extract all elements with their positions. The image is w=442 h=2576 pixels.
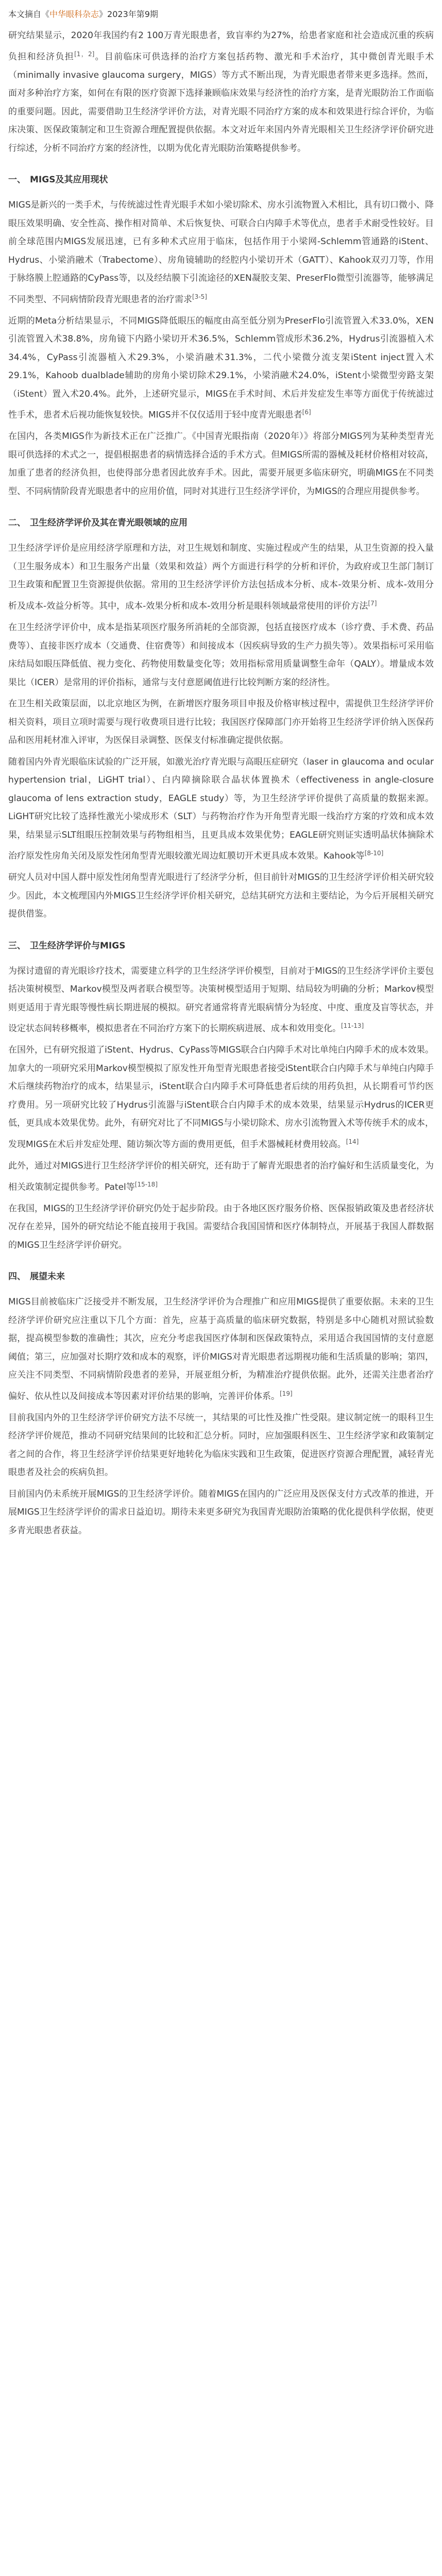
paragraph-text: 目前我国内外的卫生经济学评价研究方法不尽统一，其结果的可比性及推广性受限。建议制定统一的眼科卫生经济学评价规范，推动不同研究结果间的比较和汇总分析。同时，应加强眼科医生、卫生经济学家和政策制定者之间的合作，将卫生经济学评价结果更好地转化为临床实践和卫生政策，促进医疗资源合理配置，减轻青光眼患者及社会的疾病负担。 — [8, 1412, 434, 1478]
source-journal[interactable]: 中华眼科杂志 — [49, 9, 99, 19]
paragraph-text: MIGS目前被临床广泛接受并不断发展，卫生经济学评价为合理推广和应用MIGS提供了重要依据。未来的卫生经济学评价研究应注重以下几个方面：首先，应基于高质量的临床研究数据，特别是多中心随机对照试验数据，提高模型参数的准确性；其次，应充分考虑我国医疗体制和医保政策特点，采用适合我国国情的支付意愿阈值；第三，应加强对长期疗效和成本的观察，评价MIGS对青光眼患者远期视功能和生活质量的影响；第四，应关注不同类型、不同病情阶段患者的差异，开展亚组分析，为精准治疗提供依据。此外，还需关注患者治疗偏好、依从性以及间接成本等因素对评价结果的影响，完善评价体系。 — [8, 1297, 434, 1402]
intro-text-1: 研究结果显示，2020年我国约有2 100万青光眼患者，致盲率约为27%，给患者家庭和社会造成沉重的疾病负担和经济负担 — [8, 30, 434, 62]
section-heading-2 — [8, 515, 434, 528]
section-2-paragraph-1 — [8, 539, 434, 616]
section-4-paragraph-3 — [8, 1485, 434, 1540]
paragraph-text: 在卫生相关政策层面，以北京地区为例，在新增医疗服务项目申报及价格审核过程中，需提供卫生经济学评价相关资料，项目立项时需要与现行收费项目进行比较；我国医疗保障部门亦开始将卫生经济学评价纳入医保药品和医用耗材准入评审，为医保目录调整、医保支付标准确定提供依据。 — [8, 699, 434, 746]
section-3-paragraph-4 — [8, 1200, 434, 1255]
intro-text-2: 。目前临床可供选择的治疗方案包括药物、激光和手术治疗，其中微创青光眼手术（minimally invasive glaucoma surgery，MIGS）等方式不断出现，为青光眼患者带来更多选择。然而，面对多种治疗方案，如何在有限的医疗资源下选择兼顾临床效果与经济性的治疗方案，是青光眼防治工作面临的重要问题。因此，需要借助卫生经济学评价方法，对青光眼不同治疗方案的成本和效果进行综合评价，为临床决策、医保政策制定和卫生资源合理配置提供依据。本文对近年来国内外青光眼相关卫生经济学评价研究进行综述，分析不同治疗方案的经济性，以期为优化青光眼防治策略提供参考。 — [8, 52, 434, 154]
ref-marker: [15-18] — [134, 1180, 158, 1188]
source-suffix: 》2023年第9期 — [99, 9, 158, 19]
section-heading-4 — [8, 1269, 434, 1282]
section-1-paragraph-2 — [8, 312, 434, 425]
intro-paragraph-1 — [8, 27, 434, 158]
section-number: 二、 — [8, 518, 26, 529]
section-2-paragraph-3 — [8, 695, 434, 750]
paragraph-text: MIGS是新兴的一类手术，与传统滤过性青光眼手术如小梁切除术、房水引流物置入术相比，具有切口微小、降眼压效果明确、安全性高、操作相对简单、术后恢复快、可联合白内障手术等优点，患者手术耐受性较好。目前全球范围内MIGS发展迅速，已有多种术式应用于临床，包括作用于小梁网-Schlemm管通路的iStent、Hydrus、小梁消融术（Trabectome）、房角镜辅助的经腔内小梁切开术（GATT）、Kahook双刃刀等，作用于脉络膜上腔通路的CyPass等，以及经结膜下引流途径的XEN凝胶支架、PreserFlo微型引流器等，能够满足不同类型、不同病情阶段青光眼患者的治疗需求 — [8, 200, 434, 305]
paragraph-text: 在国内，各类MIGS作为新技术正在广泛推广。《中国青光眼指南（2020年）》将部分MIGS列为某种类型青光眼可供选择的术式之一，提倡根据患者的病情选择合适的手术方式。但MIGS所需的器械及耗材价格相对较高，加重了患者的经济负担，也使得部分患者因此放弃手术。因此，需要开展更多临床研究，明确MIGS在不同类型、不同病情阶段青光眼患者中的应用价值，同时对其进行卫生经济学评价，为MIGS的合理应用提供参考。 — [8, 431, 434, 497]
section-3-paragraph-2 — [8, 1041, 434, 1154]
ref-marker: [8-10] — [364, 850, 384, 857]
ref-marker: [3-5] — [192, 293, 207, 300]
ref-marker: [19] — [280, 1389, 293, 1397]
paragraph-text: 卫生经济学评价是应用经济学原理和方法，对卫生规划和制度、实施过程或产生的结果，从卫生资源的投入量（卫生服务成本）和卫生服务产出量（效果和效益）两个方面进行科学的分析和评价，为政府或卫生部门制订卫生政策和配置卫生资源提供依据。常用的卫生经济学评价方法包括成本分析、成本-效果分析、成本-效用分析及成本-效益分析等。其中，成本-效果分析和成本-效用分析是眼科领域最常使用的评价方法 — [8, 543, 434, 612]
paragraph-text: 目前国内仍未系统开展MIGS的卫生经济学评价。随着MIGS在国内的广泛应用及医保支付方式改革的推进，开展MIGS卫生经济学评价的需求日益迫切。期待未来更多研究为我国青光眼防治策略的优化提供科学依据，使更多青光眼患者获益。 — [8, 1488, 434, 1536]
section-number: 四、 — [8, 1272, 26, 1282]
source-prefix: 本文摘自《 — [8, 9, 50, 19]
section-title: 展望未来 — [30, 1272, 65, 1282]
article-source — [8, 7, 434, 22]
ref-marker: [7] — [368, 599, 377, 607]
paragraph-text: 研究人员对中国人群中原发性闭角型青光眼进行了经济学分析，但目前针对MIGS的卫生经济学评价相关研究较少。因此，本文梳理国内外MIGS卫生经济学评价相关研究，总结其研究方法和主要结论，为今后开展相关研究提供借鉴。 — [8, 872, 434, 920]
ref-marker: [11-13] — [341, 1022, 364, 1030]
section-number: 三、 — [8, 940, 26, 951]
paragraph-text: 在卫生经济学评价中，成本是指某项医疗服务所消耗的全部资源，包括直接医疗成本（诊疗费、手术费、药品费等）、直接非医疗成本（交通费、住宿费等）和间接成本（因疾病导致的生产力损失等）。效果指标可采用临床结局如眼压降低值、视力变化、药物使用数量变化等；效用指标常用质量调整生命年（QALY）。增量成本效果比（ICER）是常用的评价指标，通常与支付意愿阈值进行比较判断方案的经济性。 — [8, 622, 434, 688]
section-1-paragraph-3 — [8, 428, 434, 501]
section-4-paragraph-1 — [8, 1293, 434, 1406]
section-3-paragraph-3 — [8, 1157, 434, 1197]
section-title: 卫生经济学评价及其在青光眼领域的应用 — [30, 518, 188, 529]
paragraph-text: 此外，通过对MIGS进行卫生经济学评价的相关研究，还有助于了解青光眼患者的治疗偏好和生活质量变化，为相关政策制定提供参考。Patel等 — [8, 1161, 434, 1193]
section-3-paragraph-1 — [8, 962, 434, 1039]
paragraph-text: 为探讨遗留的青光眼诊疗技术，需要建立科学的卫生经济学评价模型，目前对于MIGS的卫生经济学评价主要包括决策树模型、Markov模型及两者联合模型等。决策树模型适用于短期、结局较为明确的分析；Markov模型则更适用于青光眼等慢性病长期进展的模拟。研究者通常将青光眼病情分为轻度、中度、重度及盲等状态，并设定状态间转移概率，模拟患者在不同治疗方案下的长期疾病进展、成本和效用变化。 — [8, 965, 434, 1034]
section-title: 卫生经济学评价与MIGS — [30, 940, 126, 951]
section-4-paragraph-2 — [8, 1409, 434, 1482]
section-2-paragraph-4 — [8, 753, 434, 866]
section-2-paragraph-2 — [8, 619, 434, 692]
paragraph-text: 在我国，MIGS的卫生经济学评价研究仍处于起步阶段。由于各地区医疗服务价格、医保报销政策及患者经济状况存在差异，国外的研究结论不能直接用于我国。需要结合我国国情和医疗体制特点，开展基于我国人群数据的MIGS卫生经济学评价研究。 — [8, 1203, 434, 1250]
section-2-paragraph-5 — [8, 869, 434, 924]
paragraph-text: 在国外，已有研究报道了iStent、Hydrus、CyPass等MIGS联合白内障手术对比单纯白内障手术的成本效果。加拿大的一项研究采用Markov模型模拟了原发性开角型青光眼患者接受iStent联合白内障手术与单纯白内障手术后继续药物治疗的成本，结果显示，iStent联合白内障手术可降低患者后续的用药负担，从长期看可节约医疗费用。另一项研究比较了Hydrus引流器与iStent联合白内障手术的成本效果，结果显示Hydrus的ICER更低，更具成本效果优势。此外，有研究对比了不同MIGS与小梁切除术、房水引流物置入术等传统手术的成本，发现MIGS在术后并发症处理、随访频次等方面的费用更低，但手术器械耗材费用较高。 — [8, 1045, 434, 1150]
section-1-paragraph-1 — [8, 196, 434, 309]
ref-marker: [6] — [302, 409, 311, 416]
section-number: 一、 — [8, 175, 26, 185]
ref-marker: [1，2] — [74, 50, 95, 58]
ref-marker: [14] — [346, 1138, 359, 1145]
section-heading-3 — [8, 938, 434, 951]
section-heading-1 — [8, 172, 434, 185]
section-title: MIGS及其应用现状 — [30, 175, 108, 185]
paragraph-text: 随着国内外青光眼临床试验的广泛开展，如激光治疗青光眼与高眼压症研究（laser in glaucoma and ocular hypertension trial，LiGHT trial）、白内障摘除联合晶状体置换术（effectiveness in angle-closure glaucoma of lens extraction study，EAGLE study）等，为卫生经济学评价提供了高质量的数据来源。LiGHT研究比较了选择性激光小梁成形术（SLT）与药物治疗作为开角型青光眼一线治疗方案的疗效和成本效果，结果显示SLT组眼压控制效果与药物组相当，且更具成本效果优势；EAGLE研究则证实透明晶状体摘除术治疗原发性房角关闭及原发性闭角型青光眼较激光周边虹膜切开术更具成本效果。Kahook等 — [8, 756, 434, 861]
paragraph-text: 近期的Meta分析结果显示，不同MIGS降低眼压的幅度由高至低分别为PreserFlo引流管置入术33.0%，XEN引流管置入术38.8%，房角镜下内路小梁切开术36.5%，Schlemm管成形术36.2%，Hydrus引流器植入术34.4%，CyPass引流器植入术29.3%，小梁消融术31.3%，二代小梁微分流支架iStent inject置入术29.1%，Kahoob dualblade辅助的房角小梁切除术29.1%，小梁消融术24.0%，iStent小梁微型旁路支架（iStent）置入术20.4%。此外，上述研究显示，MIGS在手术时间、术后并发症发生率等方面优于传统滤过性手术，患者术后视功能恢复较快。MIGS并不仅仅适用于轻中度青光眼患者 — [8, 315, 434, 420]
